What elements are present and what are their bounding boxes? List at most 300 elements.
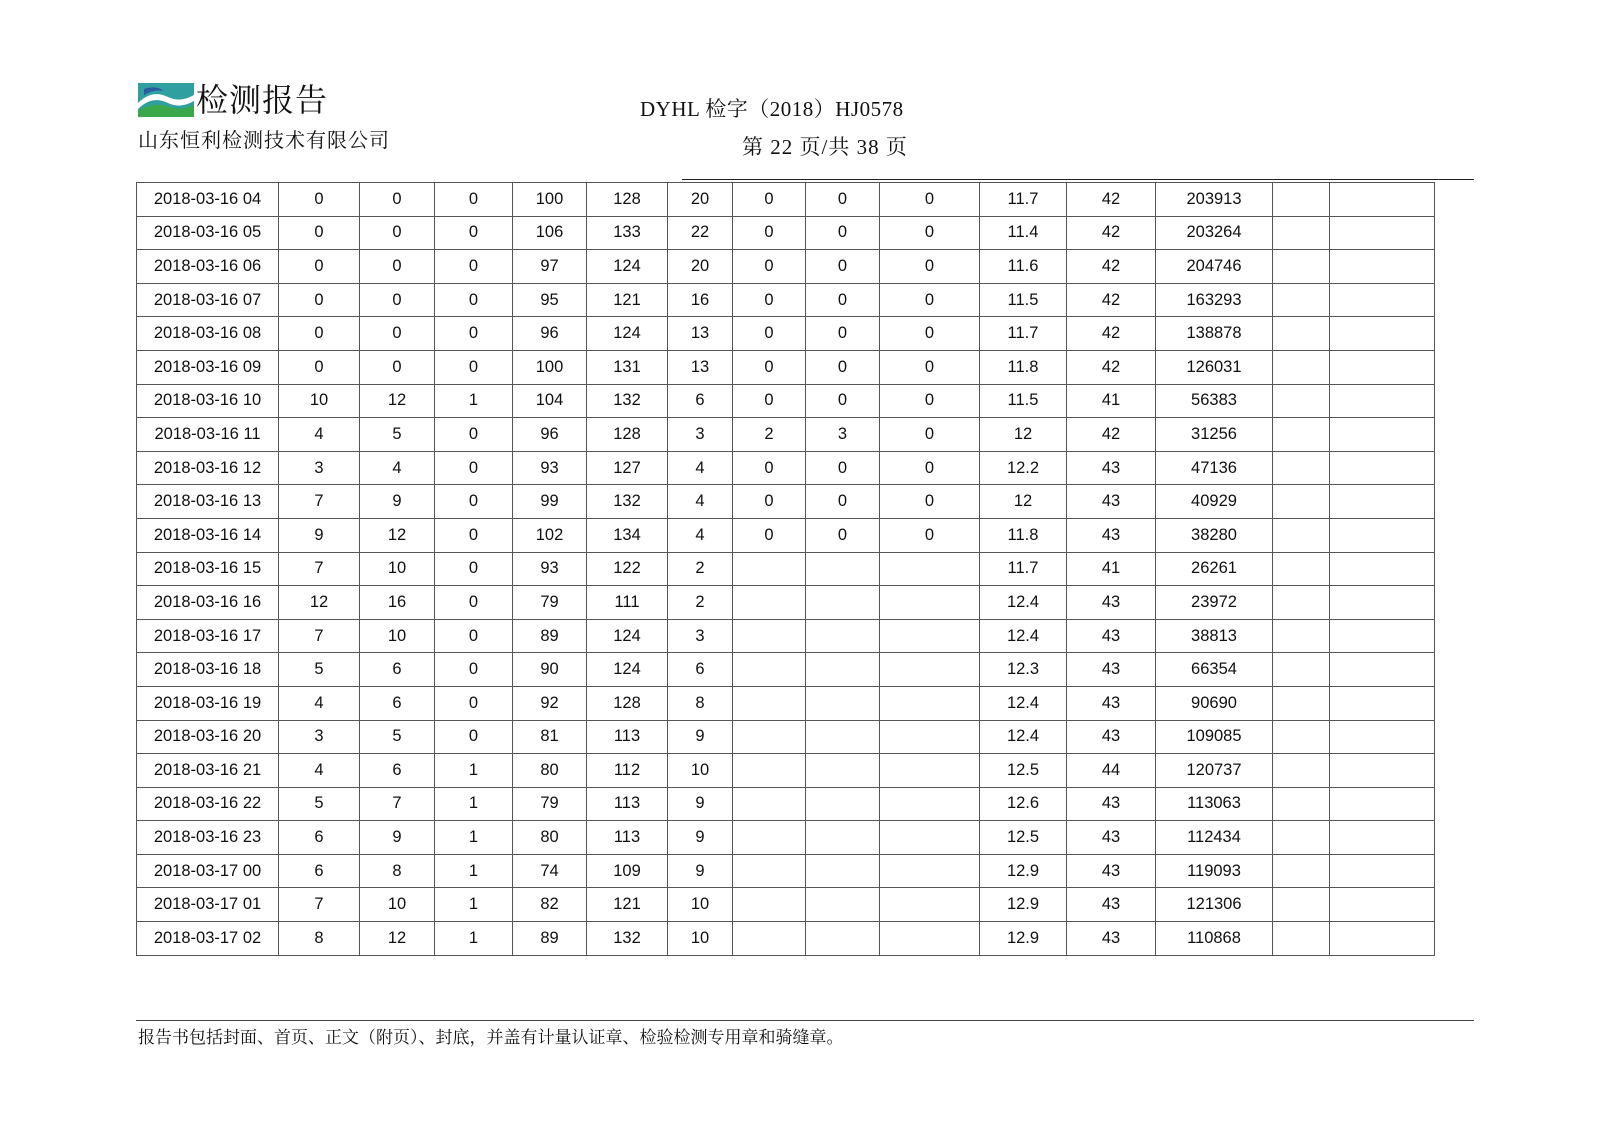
page-prefix: 第 [742,135,764,159]
table-cell [1330,518,1435,552]
table-cell: 0 [880,250,980,284]
table-cell: 10 [360,552,435,586]
table-cell: 11.8 [980,518,1067,552]
table-cell [806,552,880,586]
table-cell [806,754,880,788]
table-cell [806,821,880,855]
table-cell: 2 [668,586,733,620]
table-cell [880,619,980,653]
table-cell: 0 [435,586,513,620]
table-cell [733,586,806,620]
table-cell: 42 [1067,283,1156,317]
table-cell: 12 [360,518,435,552]
table-cell [733,787,806,821]
table-cell [1273,418,1330,452]
table-cell: 0 [733,350,806,384]
timestamp-cell: 2018-03-16 20 [137,720,279,754]
table-cell: 12.4 [980,619,1067,653]
table-cell [806,686,880,720]
table-cell: 96 [513,418,587,452]
table-cell: 11.8 [980,350,1067,384]
table-cell: 43 [1067,619,1156,653]
table-cell: 6 [360,653,435,687]
table-cell: 102 [513,518,587,552]
table-cell: 2 [668,552,733,586]
table-cell: 1 [435,922,513,956]
table-cell [1330,619,1435,653]
table-row [137,720,1435,754]
table-cell: 5 [279,653,360,687]
table-cell [733,720,806,754]
table-cell: 41 [1067,552,1156,586]
table-cell: 0 [435,552,513,586]
table-cell: 0 [733,384,806,418]
table-cell: 12.5 [980,754,1067,788]
table-cell: 0 [806,350,880,384]
table-row [137,854,1435,888]
page-current: 22 [770,135,794,159]
table-cell [733,922,806,956]
table-cell: 96 [513,317,587,351]
table-cell: 16 [360,586,435,620]
table-row [137,350,1435,384]
table-cell: 0 [880,350,980,384]
table-cell [806,888,880,922]
table-cell: 43 [1067,821,1156,855]
table-cell: 42 [1067,183,1156,217]
table-cell: 120737 [1156,754,1273,788]
table-cell: 10 [360,888,435,922]
table-cell [733,821,806,855]
table-cell: 5 [360,418,435,452]
table-cell: 0 [880,485,980,519]
table-cell [1273,922,1330,956]
table-cell: 2 [733,418,806,452]
page-mid: 页/共 [799,135,851,159]
table-cell [733,619,806,653]
table-cell [880,552,980,586]
table-cell: 7 [279,552,360,586]
table-cell: 42 [1067,350,1156,384]
table-cell [806,787,880,821]
table-cell [1273,485,1330,519]
table-cell: 41 [1067,384,1156,418]
table-cell [1273,518,1330,552]
table-cell: 90 [513,653,587,687]
table-cell: 90690 [1156,686,1273,720]
table-cell: 0 [279,283,360,317]
table-cell: 8 [668,686,733,720]
table-cell [733,754,806,788]
table-cell [1273,350,1330,384]
table-cell: 42 [1067,418,1156,452]
table-cell: 8 [279,922,360,956]
table-cell [733,653,806,687]
table-row [137,619,1435,653]
table-cell: 79 [513,586,587,620]
table-cell: 10 [668,888,733,922]
table-cell [1273,653,1330,687]
table-cell [1330,552,1435,586]
table-row [137,283,1435,317]
timestamp-cell: 2018-03-16 14 [137,518,279,552]
table-cell [1273,250,1330,284]
table-cell: 3 [279,720,360,754]
table-cell [1273,821,1330,855]
table-cell: 0 [360,283,435,317]
report-header-left [138,82,390,153]
table-cell [880,754,980,788]
table-cell: 12 [360,384,435,418]
timestamp-cell: 2018-03-16 16 [137,586,279,620]
table-cell [880,821,980,855]
table-cell [806,619,880,653]
timestamp-cell: 2018-03-17 01 [137,888,279,922]
table-row [137,384,1435,418]
table-cell: 89 [513,619,587,653]
table-row [137,888,1435,922]
table-cell: 13 [668,317,733,351]
table-cell: 0 [279,216,360,250]
table-cell: 10 [668,922,733,956]
table-cell: 10 [279,384,360,418]
table-cell: 0 [435,216,513,250]
table-cell [880,686,980,720]
timestamp-cell: 2018-03-16 15 [137,552,279,586]
table-cell: 92 [513,686,587,720]
table-cell [880,854,980,888]
table-cell: 121306 [1156,888,1273,922]
table-cell: 20 [668,183,733,217]
table-cell: 133 [587,216,668,250]
table-cell: 1 [435,821,513,855]
table-cell: 9 [668,787,733,821]
table-cell: 82 [513,888,587,922]
logo-row [138,82,390,118]
table-row [137,518,1435,552]
table-cell [1330,418,1435,452]
table-cell [1273,787,1330,821]
table-cell: 113063 [1156,787,1273,821]
table-cell: 0 [733,518,806,552]
table-cell: 11.7 [980,552,1067,586]
table-cell: 6 [360,754,435,788]
table-cell: 0 [806,216,880,250]
table-cell [1273,317,1330,351]
table-cell: 97 [513,250,587,284]
table-cell: 0 [733,317,806,351]
timestamp-cell: 2018-03-17 00 [137,854,279,888]
table-cell: 43 [1067,888,1156,922]
table-cell: 0 [360,317,435,351]
table-cell: 6 [668,653,733,687]
table-cell: 43 [1067,787,1156,821]
table-cell: 11.5 [980,283,1067,317]
table-cell [733,686,806,720]
table-cell [1330,720,1435,754]
table-cell: 100 [513,183,587,217]
table-cell: 43 [1067,586,1156,620]
table-row [137,586,1435,620]
table-cell: 0 [733,451,806,485]
table-cell: 12.3 [980,653,1067,687]
table-cell: 0 [435,518,513,552]
table-cell [733,854,806,888]
table-cell: 22 [668,216,733,250]
table-cell: 20 [668,250,733,284]
table-cell [806,922,880,956]
table-cell: 124 [587,250,668,284]
table-cell [880,922,980,956]
table-cell [1273,451,1330,485]
table-row [137,787,1435,821]
table-cell: 80 [513,754,587,788]
table-cell: 0 [435,720,513,754]
table-cell: 12 [980,485,1067,519]
timestamp-cell: 2018-03-16 10 [137,384,279,418]
table-row [137,317,1435,351]
table-row [137,686,1435,720]
table-cell: 1 [435,754,513,788]
table-cell: 163293 [1156,283,1273,317]
table-cell: 113 [587,821,668,855]
table-cell: 0 [435,350,513,384]
table-cell: 5 [279,787,360,821]
table-cell: 7 [279,485,360,519]
table-cell: 0 [360,350,435,384]
table-cell: 4 [279,418,360,452]
table-cell: 99 [513,485,587,519]
table-cell: 43 [1067,518,1156,552]
table-cell: 0 [806,283,880,317]
table-cell: 0 [435,451,513,485]
table-cell: 0 [733,283,806,317]
table-cell [1273,552,1330,586]
table-cell: 43 [1067,686,1156,720]
table-row [137,250,1435,284]
table-cell: 4 [279,686,360,720]
table-cell: 13 [668,350,733,384]
page-number [742,131,908,161]
table-cell: 122 [587,552,668,586]
table-cell: 44 [1067,754,1156,788]
table-cell [1330,754,1435,788]
table-cell: 10 [360,619,435,653]
table-cell: 12 [360,922,435,956]
table-cell: 10 [668,754,733,788]
table-row [137,418,1435,452]
table-cell: 9 [668,854,733,888]
table-cell: 132 [587,485,668,519]
table-cell: 4 [279,754,360,788]
table-cell: 0 [435,619,513,653]
table-cell: 12.9 [980,854,1067,888]
table-cell [733,888,806,922]
table-cell: 93 [513,451,587,485]
table-cell: 3 [279,451,360,485]
table-body [137,183,1435,956]
data-table [136,182,1435,956]
table-cell: 79 [513,787,587,821]
table-cell: 0 [880,283,980,317]
table-cell: 104 [513,384,587,418]
table-row [137,922,1435,956]
timestamp-cell: 2018-03-16 08 [137,317,279,351]
table-cell [1330,350,1435,384]
table-cell [1330,183,1435,217]
table-row [137,216,1435,250]
table-cell: 113 [587,720,668,754]
timestamp-cell: 2018-03-16 12 [137,451,279,485]
timestamp-cell: 2018-03-16 22 [137,787,279,821]
header-rule [682,179,1474,180]
table-cell: 0 [806,250,880,284]
table-cell: 12 [279,586,360,620]
table-cell: 3 [668,418,733,452]
table-cell: 0 [435,418,513,452]
table-cell [1273,283,1330,317]
table-cell [880,653,980,687]
table-cell: 112 [587,754,668,788]
table-cell: 38813 [1156,619,1273,653]
table-cell: 12.5 [980,821,1067,855]
table-cell: 0 [733,216,806,250]
table-cell: 12.4 [980,586,1067,620]
table-cell: 0 [880,317,980,351]
table-cell: 121 [587,283,668,317]
table-cell: 26261 [1156,552,1273,586]
table-cell: 43 [1067,854,1156,888]
table-cell [1273,720,1330,754]
table-cell: 128 [587,686,668,720]
table-cell: 121 [587,888,668,922]
table-cell: 4 [668,518,733,552]
table-cell: 0 [880,183,980,217]
table-cell: 0 [435,317,513,351]
table-cell: 0 [435,653,513,687]
table-cell: 43 [1067,485,1156,519]
table-cell [1273,384,1330,418]
timestamp-cell: 2018-03-16 17 [137,619,279,653]
table-cell: 0 [435,250,513,284]
table-cell: 127 [587,451,668,485]
table-cell [1273,754,1330,788]
table-cell: 3 [668,619,733,653]
table-cell: 0 [733,250,806,284]
table-cell: 0 [806,384,880,418]
table-cell: 42 [1067,216,1156,250]
table-row [137,485,1435,519]
table-cell [1330,653,1435,687]
timestamp-cell: 2018-03-17 02 [137,922,279,956]
table-cell: 6 [279,854,360,888]
table-cell: 7 [279,619,360,653]
table-cell: 0 [435,183,513,217]
table-cell: 9 [668,720,733,754]
table-cell: 203264 [1156,216,1273,250]
table-cell: 31256 [1156,418,1273,452]
table-cell: 204746 [1156,250,1273,284]
table-cell [1330,922,1435,956]
table-cell: 9 [279,518,360,552]
table-cell: 16 [668,283,733,317]
table-cell: 203913 [1156,183,1273,217]
table-cell: 23972 [1156,586,1273,620]
table-cell: 11.4 [980,216,1067,250]
table-cell: 6 [668,384,733,418]
table-cell: 95 [513,283,587,317]
table-cell: 0 [880,384,980,418]
table-cell: 42 [1067,317,1156,351]
table-cell: 126031 [1156,350,1273,384]
table-cell: 74 [513,854,587,888]
table-cell [1330,686,1435,720]
table-cell: 42 [1067,250,1156,284]
table-cell [880,787,980,821]
table-cell: 128 [587,418,668,452]
table-cell: 0 [435,485,513,519]
table-cell [1330,451,1435,485]
table-cell: 0 [806,317,880,351]
table-cell: 89 [513,922,587,956]
table-cell: 12.4 [980,686,1067,720]
table-cell: 124 [587,619,668,653]
table-cell: 124 [587,317,668,351]
report-title: 检测报告 [196,81,329,119]
timestamp-cell: 2018-03-16 05 [137,216,279,250]
footer-rule [136,1020,1474,1021]
table-cell: 12.9 [980,922,1067,956]
table-cell: 11.5 [980,384,1067,418]
table-row [137,821,1435,855]
table-cell: 43 [1067,720,1156,754]
table-cell [880,720,980,754]
table-cell [806,586,880,620]
table-cell: 7 [279,888,360,922]
table-cell [1330,854,1435,888]
footer-note: 报告书包括封面、首页、正文（附页）、封底，并盖有计量认证章、检验检测专用章和骑缝章。 [138,1028,844,1048]
table-cell: 9 [668,821,733,855]
timestamp-cell: 2018-03-16 11 [137,418,279,452]
table-row [137,451,1435,485]
company-name: 山东恒利检测技术有限公司 [138,128,390,152]
table-cell: 124 [587,653,668,687]
table-cell: 12.6 [980,787,1067,821]
table-cell: 43 [1067,653,1156,687]
table-cell: 38280 [1156,518,1273,552]
table-cell [1330,485,1435,519]
page-suffix: 页 [885,135,908,159]
table-cell: 0 [435,283,513,317]
table-cell: 100 [513,350,587,384]
table-cell: 0 [435,686,513,720]
table-cell: 112434 [1156,821,1273,855]
table-cell: 11.7 [980,183,1067,217]
table-cell: 0 [880,518,980,552]
table-cell: 0 [806,451,880,485]
table-cell: 138878 [1156,317,1273,351]
table-cell: 109 [587,854,668,888]
table-cell: 134 [587,518,668,552]
table-cell: 119093 [1156,854,1273,888]
table-cell: 9 [360,821,435,855]
table-cell: 113 [587,787,668,821]
table-cell: 11.7 [980,317,1067,351]
table-row [137,653,1435,687]
table-cell [1330,586,1435,620]
table-cell: 110868 [1156,922,1273,956]
table-row [137,183,1435,217]
